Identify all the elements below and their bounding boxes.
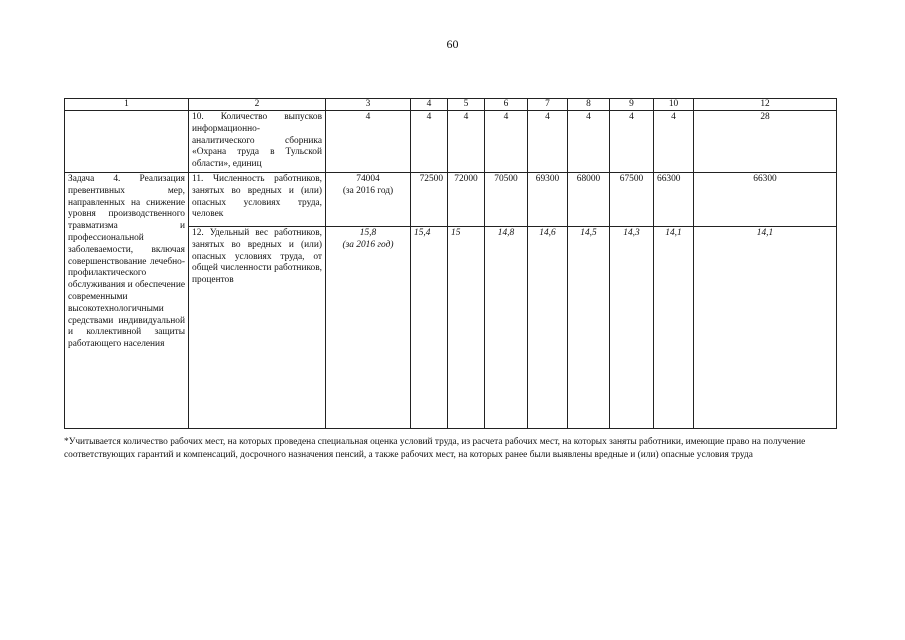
value-cell: 14,6 (528, 226, 568, 428)
value-cell: 28 (694, 111, 837, 173)
value-cell: 4 (448, 111, 485, 173)
value-cell: 4 (568, 111, 610, 173)
base-note: (за 2016 год) (342, 239, 394, 250)
base-note: (за 2016 год) (342, 185, 394, 196)
value-cell: 14,8 (485, 226, 528, 428)
value-cell: 4 (654, 111, 694, 173)
table-header-row (65, 99, 837, 111)
base-value-cell (326, 172, 411, 226)
indicators-table (64, 98, 837, 429)
value-cell: 72000 (448, 172, 485, 226)
value-cell: 72500 (411, 172, 448, 226)
page-number: 60 (446, 37, 459, 51)
indicator-cell: 11. Численность работников, занятых во вредных и (или) опасных условиях труда, человек (189, 172, 326, 226)
value-cell: 67500 (610, 172, 654, 226)
header-cell: 4 (411, 99, 448, 111)
value-cell: 4 (528, 111, 568, 173)
value-cell: 66300 (654, 172, 694, 226)
value-cell: 15,4 (411, 226, 448, 428)
value-cell: 14,1 (654, 226, 694, 428)
value-cell: 14,5 (568, 226, 610, 428)
header-cell: 7 (528, 99, 568, 111)
header-cell: 1 (65, 99, 189, 111)
base-value-cell: 4 (326, 111, 411, 173)
value-cell: 4 (610, 111, 654, 173)
value-cell: 68000 (568, 172, 610, 226)
value-cell: 14,3 (610, 226, 654, 428)
base-value: 15,8 (359, 227, 377, 238)
header-cell: 12 (694, 99, 837, 111)
header-cell: 5 (448, 99, 485, 111)
value-cell: 4 (485, 111, 528, 173)
indicator-cell: 12. Удельный вес работников, занятых во вредных и (или) опасных условиях труда, от общей численности работников, процентов (189, 226, 326, 428)
value-cell: 70500 (485, 172, 528, 226)
table-row (65, 172, 837, 226)
footnote: *Учитывается количество рабочих мест, на которых проведена специальная оценка условий труда, из расчета рабочих мест, на которых заняты работники, имеющие право на получение соответствующих гарантий и компенсаций, досрочного назначения пенсий, а также рабочих мест, на которых ранее были выявлены вредные и (или) опасные условия труда (64, 437, 806, 460)
base-value-cell (326, 226, 411, 428)
header-cell: 2 (189, 99, 326, 111)
indicator-cell: 10. Количество выпусков информационно-аналитического сборника «Охрана труда в Тульской области», единиц (189, 111, 326, 173)
task-4-cell (65, 172, 189, 428)
header-cell: 8 (568, 99, 610, 111)
header-cell: 10 (654, 99, 694, 111)
task-cell-empty (65, 111, 189, 173)
value-cell: 4 (411, 111, 448, 173)
value-cell: 14,1 (694, 226, 837, 428)
task-4-text: Задача 4. Реализация превентивных мер, направленных на снижение уровня производственного травматизма и профессиональной заболеваемости, включая совершенствование лечебно-профилактического обслуживания и обеспечение современными высокотехнологичными средствами индивидуальной и коллективной защиты работающего населения (68, 173, 185, 350)
value-cell: 69300 (528, 172, 568, 226)
value-cell: 15 (448, 226, 485, 428)
value-cell: 66300 (694, 172, 837, 226)
base-value: 74004 (356, 173, 380, 184)
header-cell: 9 (610, 99, 654, 111)
header-cell: 3 (326, 99, 411, 111)
header-cell: 6 (485, 99, 528, 111)
table-row (65, 111, 837, 173)
